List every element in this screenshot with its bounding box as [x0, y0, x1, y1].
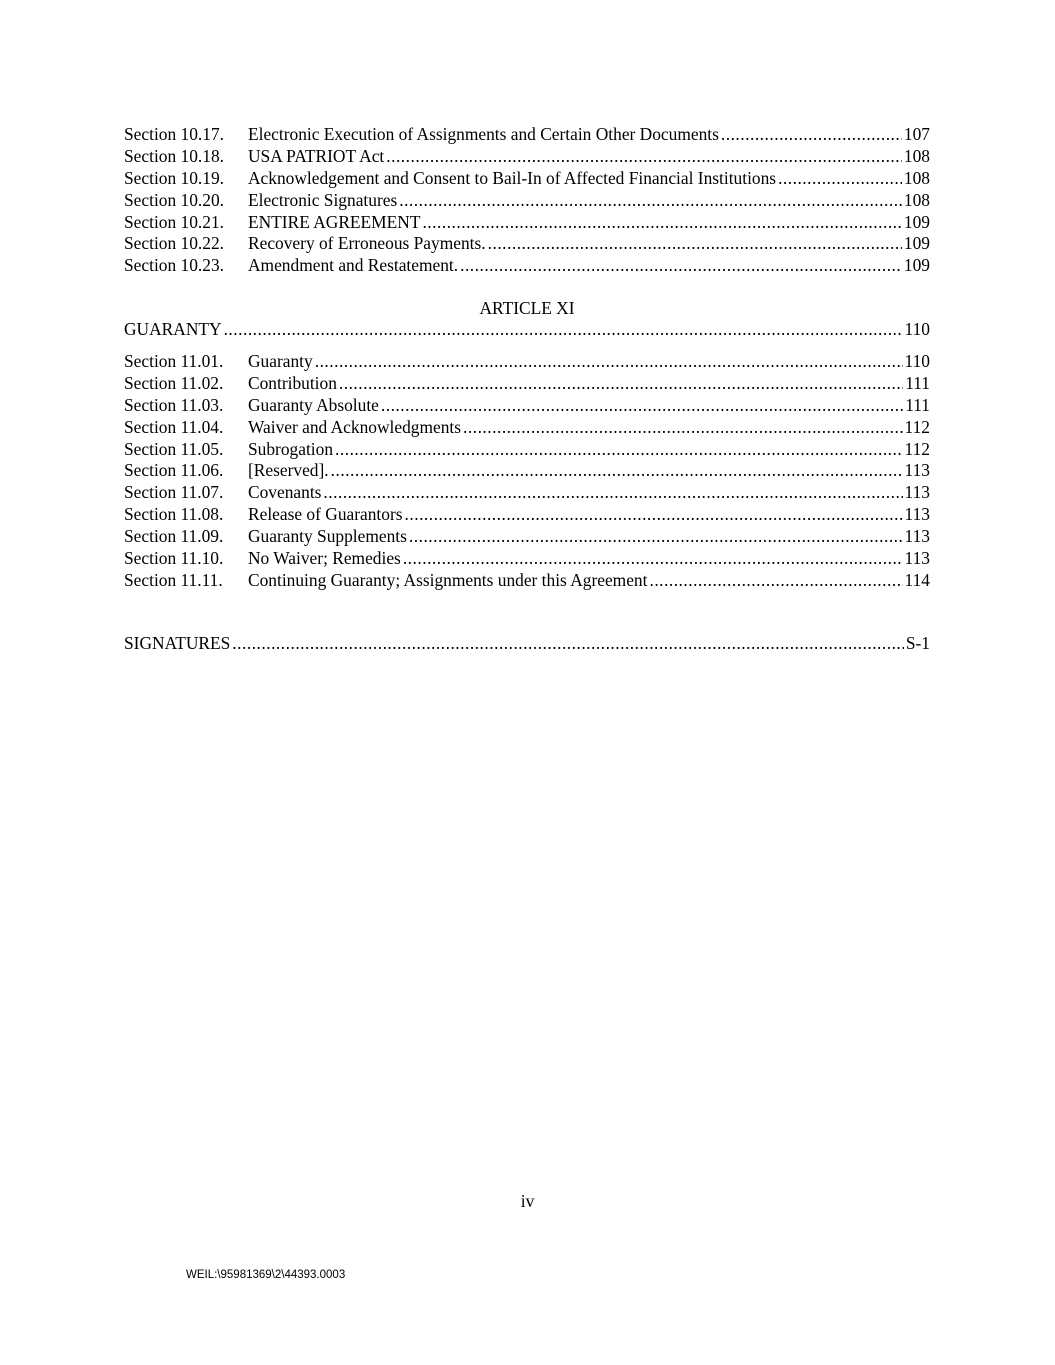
- section-title: Guaranty Absolute: [248, 394, 379, 415]
- page-reference: 109: [903, 255, 930, 276]
- page-reference: 113: [904, 504, 930, 525]
- dot-leader: [463, 417, 903, 439]
- page-reference: S-1: [905, 633, 930, 653]
- toc-entry-11-07[interactable]: [124, 482, 930, 504]
- page-reference: 109: [903, 233, 930, 254]
- toc-entry-11-08[interactable]: [124, 504, 930, 526]
- section-title: Subrogation: [248, 438, 334, 459]
- dot-leader: [232, 633, 904, 655]
- page-reference: 108: [903, 189, 930, 210]
- section-number: Section 10.23.: [124, 255, 224, 276]
- page-reference: 108: [903, 145, 930, 166]
- page-reference: 111: [905, 372, 930, 393]
- document-id: WEIL:\95981369\2\44393.0003: [186, 1269, 346, 1281]
- dot-leader: [649, 570, 902, 592]
- section-number: Section 11.11.: [124, 569, 223, 590]
- dot-leader: [409, 526, 903, 548]
- section-title: Guaranty: [248, 351, 313, 371]
- section-number: Section 10.19.: [124, 167, 224, 188]
- toc-entry-11-02[interactable]: [124, 373, 930, 395]
- toc-entry-11-04[interactable]: [124, 417, 930, 439]
- section-title: Covenants: [248, 482, 322, 503]
- section-title: Waiver and Acknowledgments: [248, 416, 462, 437]
- dot-leader: [339, 373, 903, 395]
- dot-leader: [386, 146, 902, 168]
- section-number: Section 10.17.: [124, 124, 224, 144]
- toc-entry-10-18[interactable]: [124, 146, 930, 168]
- article-heading: ARTICLE XI: [479, 298, 575, 318]
- section-number: Section 11.10.: [124, 548, 224, 569]
- section-title: Electronic Signatures: [248, 189, 398, 210]
- page-reference: 112: [904, 416, 930, 437]
- toc-entry-10-23[interactable]: [124, 255, 930, 277]
- article-title: GUARANTY: [124, 319, 222, 339]
- dot-leader: [403, 548, 903, 570]
- section-title: USA PATRIOT Act: [248, 145, 385, 166]
- section-number: Section 11.04.: [124, 416, 224, 437]
- toc-entry-11-09[interactable]: [124, 526, 930, 548]
- section-title: Amendment and Restatement.: [248, 255, 459, 276]
- section-number: Section 10.20.: [124, 189, 224, 210]
- article-10-section-list: [124, 124, 930, 277]
- section-title: Release of Guarantors: [248, 504, 403, 525]
- dot-leader: [778, 168, 902, 190]
- section-number: Section 11.01.: [124, 351, 224, 371]
- section-number: Section 11.07.: [124, 482, 224, 503]
- toc-entry-11-03[interactable]: [124, 395, 930, 417]
- toc-entry-11-10[interactable]: [124, 548, 930, 570]
- section-title: [Reserved].: [248, 460, 329, 481]
- section-number: Section 11.06.: [124, 460, 224, 481]
- dot-leader: [331, 460, 903, 482]
- dot-leader: [405, 504, 903, 526]
- toc-entry-10-20[interactable]: [124, 190, 930, 212]
- page-reference: 112: [904, 438, 930, 459]
- section-number: Section 11.09.: [124, 526, 224, 547]
- signatures-title: SIGNATURES: [124, 633, 231, 653]
- toc-entry-11-01[interactable]: [124, 351, 930, 373]
- dot-leader: [399, 190, 902, 212]
- toc-entry-signatures[interactable]: [124, 633, 930, 655]
- signatures-row: [124, 633, 930, 655]
- dot-leader: [422, 212, 901, 234]
- section-number: Section 10.21.: [124, 211, 224, 232]
- page-reference: 113: [904, 482, 930, 503]
- dot-leader: [335, 439, 903, 461]
- page-reference: 113: [904, 526, 930, 547]
- dot-leader: [224, 319, 903, 341]
- page-reference: 110: [904, 351, 930, 371]
- section-number: Section 10.18.: [124, 145, 224, 166]
- dot-leader: [460, 255, 902, 277]
- page-reference: 114: [904, 569, 930, 590]
- page-reference: 109: [903, 211, 930, 232]
- page-reference: 113: [904, 460, 930, 481]
- article-11-title-row: [124, 319, 930, 341]
- toc-entry-article-11[interactable]: [124, 319, 930, 341]
- toc-entry-11-11[interactable]: [124, 570, 930, 592]
- toc-entry-11-05[interactable]: [124, 439, 930, 461]
- page-number: iv: [520, 1191, 535, 1211]
- section-number: Section 11.08.: [124, 504, 224, 525]
- toc-entry-11-06[interactable]: [124, 460, 930, 482]
- section-number: Section 11.03.: [124, 394, 224, 415]
- dot-leader: [381, 395, 903, 417]
- toc-entry-10-19[interactable]: [124, 168, 930, 190]
- section-title: Contribution: [248, 372, 337, 393]
- section-title: No Waiver; Remedies: [248, 548, 401, 569]
- section-number: Section 10.22.: [124, 233, 224, 254]
- toc-entry-10-17[interactable]: [124, 124, 930, 146]
- article-11-section-list: [124, 351, 930, 592]
- toc-entry-10-21[interactable]: [124, 212, 930, 234]
- section-number: Section 11.02.: [124, 372, 224, 393]
- page-reference: 111: [905, 394, 930, 415]
- page-reference: 110: [904, 319, 930, 339]
- section-title: Continuing Guaranty; Assignments under this Agreement: [248, 569, 648, 590]
- toc-entry-10-22[interactable]: [124, 233, 930, 255]
- page-reference: 107: [903, 124, 930, 144]
- section-number: Section 11.05.: [124, 438, 224, 459]
- section-title: Acknowledgement and Consent to Bail-In of Affected Financial Institutions: [248, 167, 777, 188]
- dot-leader: [315, 351, 903, 373]
- page-reference: 113: [904, 548, 930, 569]
- page-reference: 108: [903, 167, 930, 188]
- dot-leader: [488, 233, 902, 255]
- section-title: Electronic Execution of Assignments and Certain Other Documents: [248, 124, 719, 144]
- section-title: Guaranty Supplements: [248, 526, 407, 547]
- dot-leader: [323, 482, 902, 504]
- section-title: ENTIRE AGREEMENT: [248, 211, 421, 232]
- dot-leader: [721, 124, 902, 146]
- section-title: Recovery of Erroneous Payments.: [248, 233, 486, 254]
